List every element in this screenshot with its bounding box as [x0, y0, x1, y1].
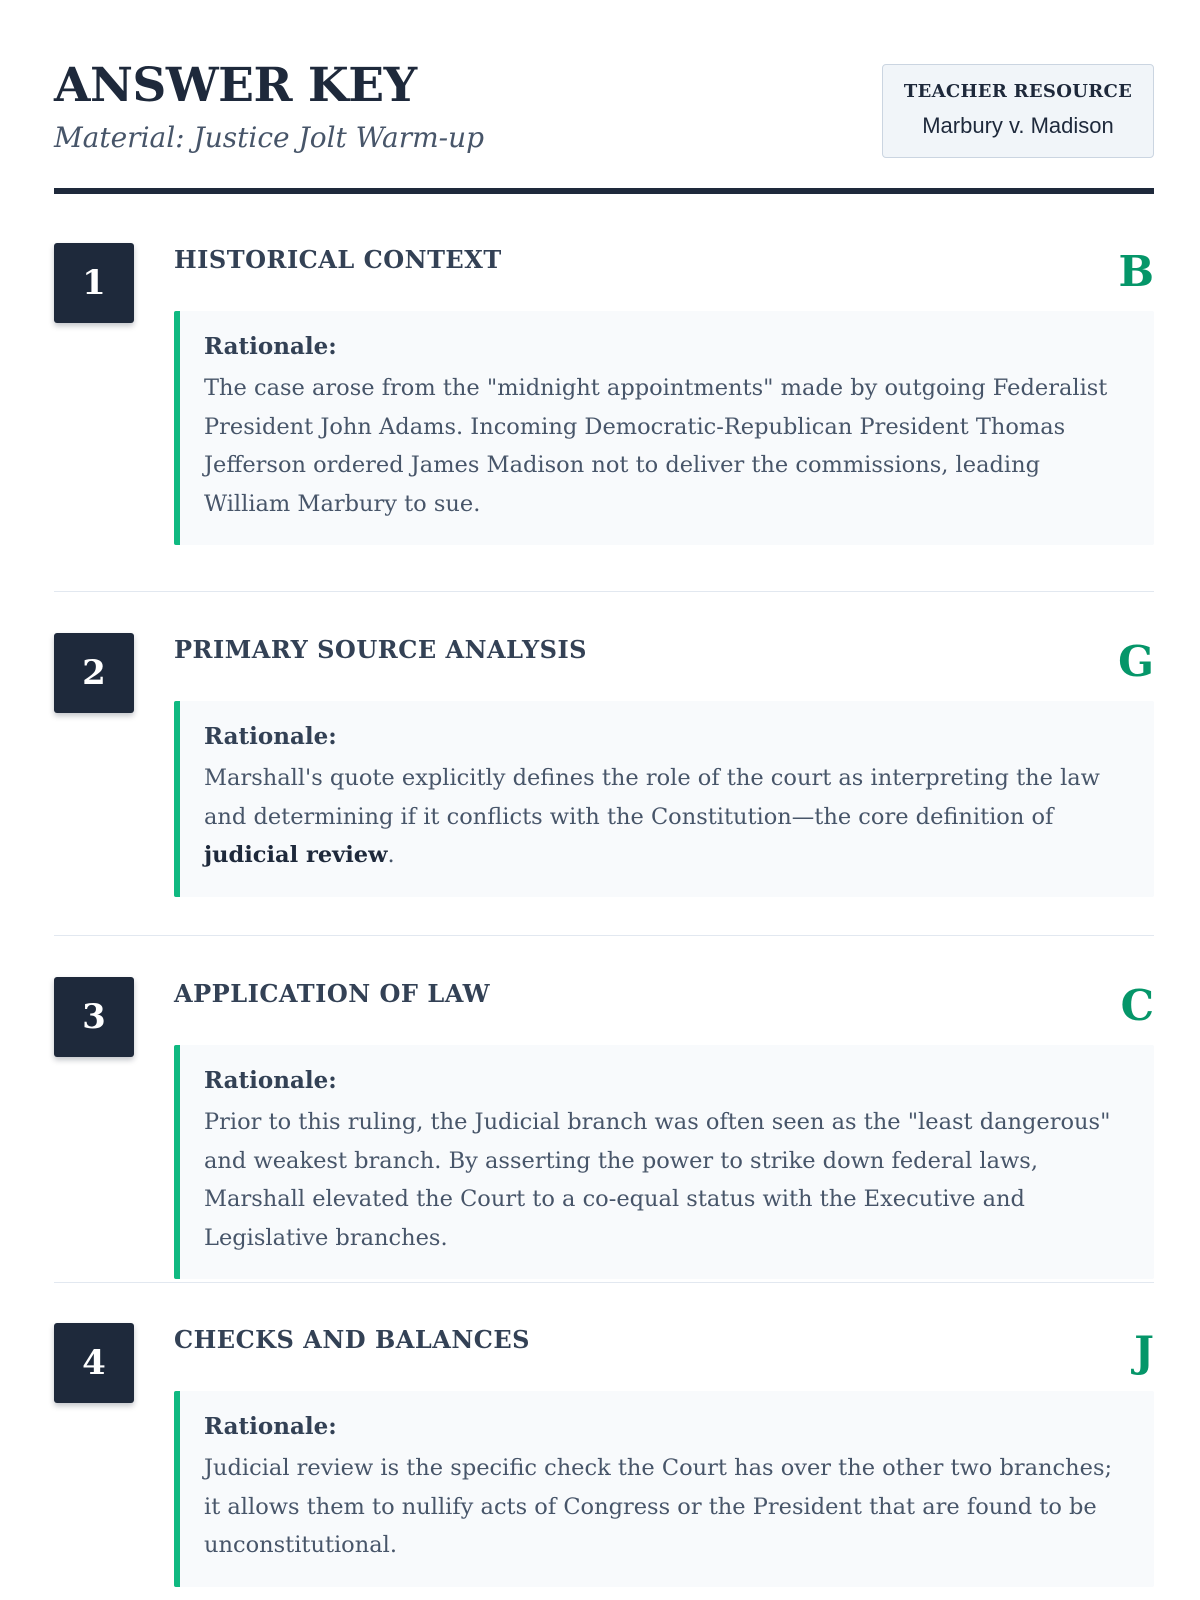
rationale-label: Rationale: — [204, 1067, 337, 1094]
section-divider — [54, 1282, 1154, 1283]
rationale-text — [204, 759, 1132, 875]
section-divider — [54, 935, 1154, 936]
question-number-badge: 2 — [54, 633, 134, 713]
rationale-box — [174, 1391, 1154, 1587]
rationale-text-end: . — [387, 842, 395, 868]
rationale-text: The case arose from the "midnight appointments" made by outgoing Federalist President John Adams. Incoming Democratic-Republican President Thomas Jefferson ordered James Madison not to deliver the commissions, leading William Marbury to sue. — [204, 375, 1108, 517]
teacher-resource-badge — [882, 64, 1154, 158]
question-number-badge: 3 — [54, 977, 134, 1057]
rationale-text: Prior to this ruling, the Judicial branch was often seen as the "least dangerous" and weakest branch. By asserting the power to strike down federal laws, Marshall elevated the Court to a co-equal status with the Executive and Legislative branches. — [204, 1109, 1111, 1251]
page-header — [54, 56, 1154, 196]
rationale-label: Rationale: — [204, 333, 337, 360]
rationale-box — [174, 311, 1154, 545]
rationale-box — [174, 1045, 1154, 1279]
question-number-badge: 4 — [54, 1323, 134, 1403]
header-rule — [54, 188, 1154, 194]
question-topic: HISTORICAL CONTEXT — [174, 245, 502, 274]
answer-letter: B — [1118, 247, 1154, 296]
question-number-badge: 1 — [54, 243, 134, 323]
badge-label: TEACHER RESOURCE — [903, 81, 1133, 102]
rationale-label: Rationale: — [204, 1413, 337, 1440]
page-title: ANSWER KEY — [54, 58, 417, 113]
question-topic: PRIMARY SOURCE ANALYSIS — [174, 635, 588, 664]
badge-case-name: Marbury v. Madison — [922, 113, 1114, 138]
rationale-label: Rationale: — [204, 723, 337, 750]
rationale-text-main: Marshall's quote explicitly defines the role of the court as interpreting the law and determining if it conflicts with the Constitution—the core definition of — [204, 765, 1100, 830]
key-term-judicial-review: judicial review — [204, 842, 388, 868]
answer-letter: G — [1118, 637, 1154, 686]
question-topic: APPLICATION OF LAW — [174, 979, 491, 1008]
material-subtitle: Material: Justice Jolt Warm-up — [54, 121, 485, 154]
rationale-box — [174, 701, 1154, 897]
answer-letter: J — [1134, 1327, 1154, 1376]
rationale-text: Judicial review is the specific check the Court has over the other two branches; it allows them to nullify acts of Congress or the President that are found to be unconstitutional. — [204, 1455, 1113, 1558]
question-topic: CHECKS AND BALANCES — [174, 1325, 531, 1354]
answer-letter: C — [1120, 981, 1154, 1030]
section-divider — [54, 591, 1154, 592]
